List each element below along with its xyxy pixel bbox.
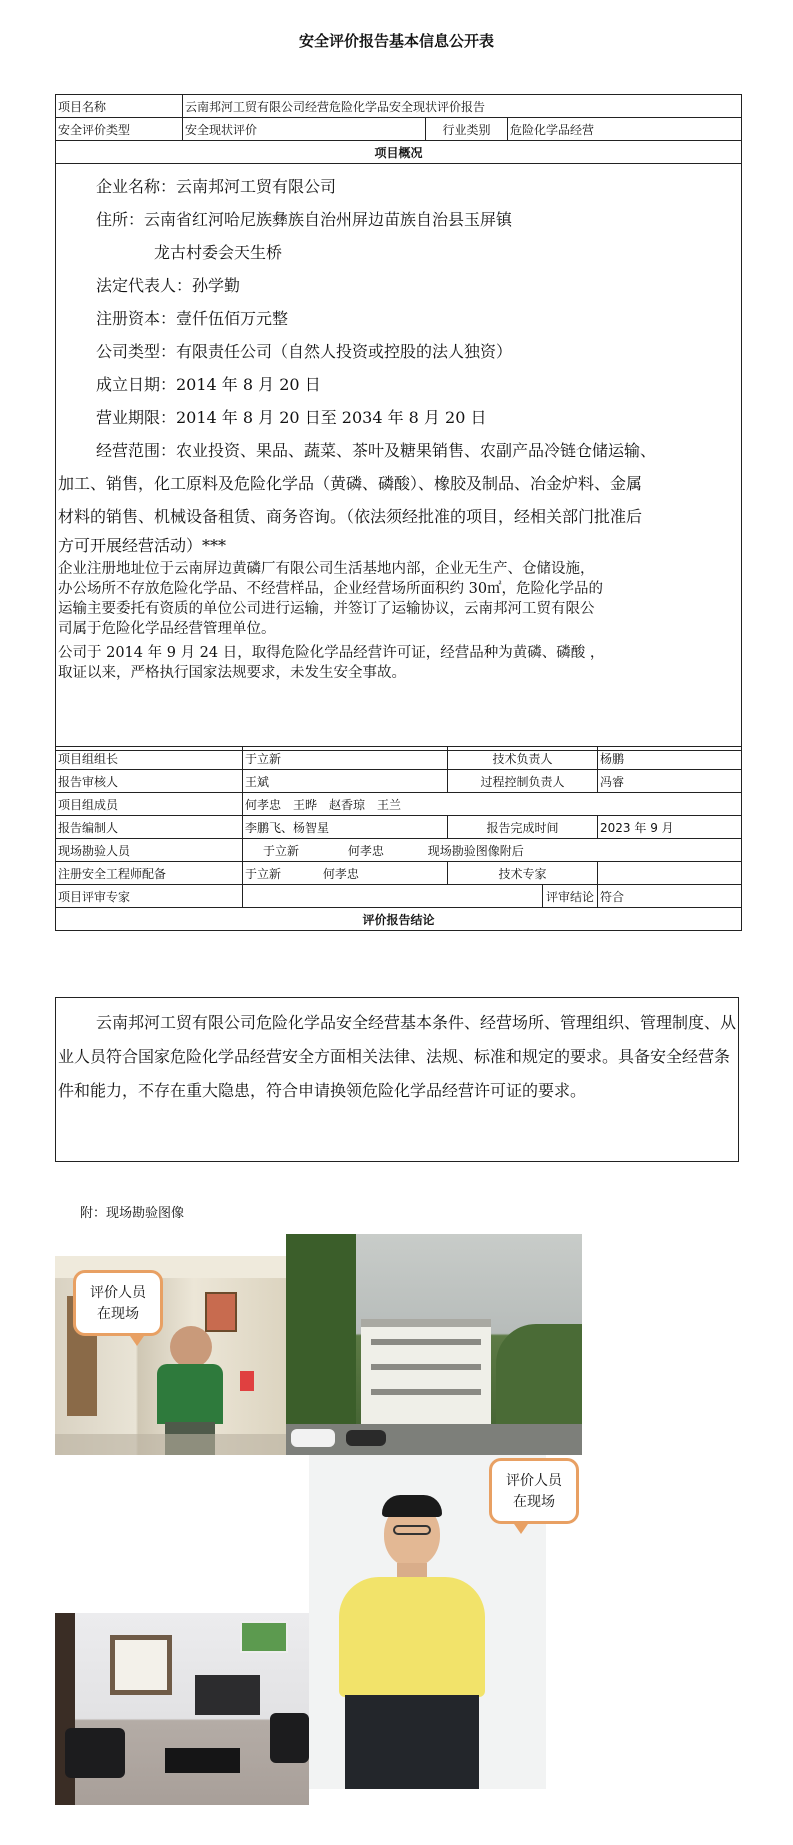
conclusion-header: 评价报告结论: [56, 908, 742, 931]
site-note: 现场勘验图像附后: [427, 843, 524, 858]
site-photo-interior: [55, 1613, 309, 1805]
reviewer-label: 报告审核人: [56, 770, 243, 793]
project-name-label: 项目名称: [56, 95, 183, 118]
annotation-bubble-1: [73, 1270, 163, 1336]
eval-type: 安全现状评价: [183, 118, 426, 141]
scope-line-2: 加工、销售，化工原料及危险化学品（黄磷、磷酸）、橡胶及制品、冶金炉料、金属: [58, 474, 643, 493]
writers: 李鹏飞、杨智星: [243, 816, 448, 839]
para1-line-1: 企业注册地址位于云南屏边黄磷厂有限公司生活基地内部，企业无生产、仓储设施，: [58, 561, 595, 577]
para1-line-2: 办公场所不存放危险化学品、不经营样品，企业经营场所面积约 30㎡，危险化学品的: [58, 581, 604, 597]
bubble-2-line-2: 在现场: [513, 1494, 555, 1510]
founded-date: 成立日期：2014 年 8 月 20 日: [96, 375, 321, 394]
annotation-bubble-2: [489, 1458, 579, 1524]
reviewer: 王斌: [243, 770, 448, 793]
para2-line-2: 取证以来，严格执行国家法规要求，未发生安全事故。: [58, 665, 406, 681]
process: 冯睿: [598, 770, 742, 793]
legal-representative: 法定代表人：孙学勤: [96, 276, 241, 295]
company-name: 企业名称：云南邦河工贸有限公司: [96, 177, 337, 196]
process-label: 过程控制负责人: [448, 770, 598, 793]
engineer-label: 注册安全工程师配备: [56, 862, 243, 885]
site-label: 现场勘验人员: [56, 839, 243, 862]
writers-label: 报告编制人: [56, 816, 243, 839]
staff-table: [55, 746, 742, 931]
conclusion-text: 云南邦河工贸有限公司危险化学品安全经营基本条件、经营场所、管理组织、管理制度、从业人员符合国家危险化学品经营安全方面相关法律、法规、标准和规定的要求。具备安全经营条件和能力，不存在重大隐患，符合申请换领危险化学品经营许可证的要求。: [58, 1013, 737, 1100]
bubble-2-line-1: 评价人员: [506, 1473, 562, 1489]
attachment-caption: 附：现场勘验图像: [80, 1206, 185, 1221]
conclusion-box: [55, 997, 739, 1162]
industry-label: 行业类别: [426, 118, 508, 141]
site-staff-2: 何孝忠: [347, 843, 384, 858]
conclusion: 符合: [598, 885, 742, 908]
expert-label: 技术专家: [448, 862, 598, 885]
site-photo-building: [286, 1234, 582, 1455]
address-line-1: 住所：云南省红河哈尼族彝族自治州屏边苗族自治县玉屏镇: [96, 210, 513, 229]
doc-title: 安全评价报告基本信息公开表: [298, 32, 494, 50]
business-term: 营业期限：2014 年 8 月 20 日至 2034 年 8 月 20 日: [96, 408, 487, 427]
overview-header: 项目概况: [56, 141, 742, 164]
expert: [598, 862, 742, 885]
review-expert-label: 项目评审专家: [56, 885, 243, 908]
registered-capital: 注册资本：壹仟伍佰万元整: [96, 309, 289, 328]
engineers: [243, 862, 448, 885]
address-line-2: 龙古村委会天生桥: [154, 243, 283, 262]
tech-label: 技术负责人: [448, 747, 598, 770]
industry: 危险化学品经营: [508, 118, 742, 141]
bubble-1-line-1: 评价人员: [90, 1285, 146, 1301]
company-type: 公司类型：有限责任公司（自然人投资或控股的法人独资）: [96, 342, 513, 361]
conclusion-label: 评审结论: [543, 885, 598, 908]
engineer-1: 于立新: [245, 866, 282, 881]
scope-line-4: 方可开展经营活动）***: [58, 536, 227, 555]
para1-line-4: 司属于危险化学品经营管理单位。: [58, 621, 276, 637]
para2-line-1: 公司于 2014 年 9 月 24 日，取得危险化学品经营许可证，经营品种为黄磷、磷酸 ，: [58, 645, 605, 661]
info-table-top: [55, 94, 742, 751]
site-staff: [243, 839, 742, 862]
members-label: 项目组成员: [56, 793, 243, 816]
project-name: 云南邦河工贸有限公司经营危险化学品安全现状评价报告: [183, 95, 742, 118]
review-expert: [243, 885, 543, 908]
bubble-1-line-2: 在现场: [97, 1306, 139, 1322]
date: 2023 年 9 月: [598, 816, 742, 839]
scope-line-1: 经营范围：农业投资、果品、蔬菜、茶叶及糖果销售、农副产品冷链仓储运输、: [96, 441, 657, 460]
site-staff-1: 于立新: [263, 843, 300, 858]
date-label: 报告完成时间: [448, 816, 598, 839]
overview-cell: [56, 164, 742, 751]
para1-line-3: 运输主要委托有资质的单位公司进行运输，并签订了运输协议，云南邦河工贸有限公: [58, 601, 595, 617]
leader: 于立新: [243, 747, 448, 770]
leader-label: 项目组组长: [56, 747, 243, 770]
tech: 杨鹏: [598, 747, 742, 770]
members: 何孝忠 王晔 赵香琼 王兰: [243, 793, 742, 816]
scope-line-3: 材料的销售、机械设备租赁、商务咨询。（依法须经批准的项目，经相关部门批准后: [58, 507, 643, 526]
eval-type-label: 安全评价类型: [56, 118, 183, 141]
engineer-2: 何孝忠: [322, 866, 359, 881]
